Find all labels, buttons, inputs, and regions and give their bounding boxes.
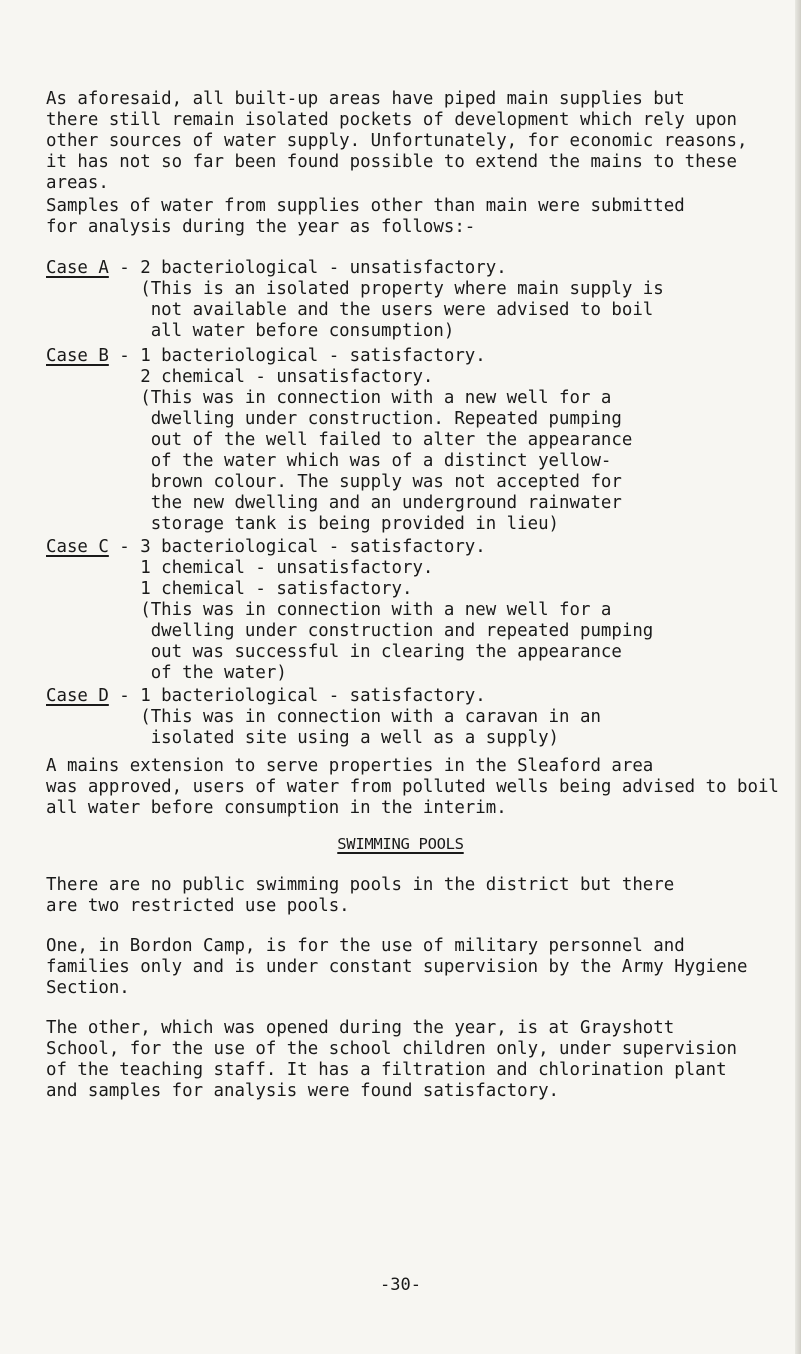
case-a-text: - 2 bacteriological - unsatisfactory. (This is an isolated property where main supply is not available and the users were advised to boil all water before consumption) xyxy=(119,258,664,341)
case-a xyxy=(46,258,786,342)
case-c-text: - 3 bacteriological - satisfactory. 1 chemical - unsatisfactory. 1 chemical - satisfactory. (This was in connection with a new well for a dwelling under construction and repeated pumping out was successful in clearing the appearance of the water) xyxy=(119,537,654,683)
page-edge-shadow xyxy=(795,0,801,1354)
case-d xyxy=(46,686,786,749)
paragraph-grayshott: The other, which was opened during the year, is at Grayshott School, for the use of the school children only, under supervision of the teaching staff. It has a filtration and chlorination plant and samples for analysis were found satisfactory. xyxy=(46,1018,738,1101)
paragraph-intro: As aforesaid, all built-up areas have piped main supplies but there still remain isolated pockets of development which rely upon other sources of water supply. Unfortunately, for economic reasons, it has not so far been found possible to extend the mains to these areas. xyxy=(46,89,748,193)
case-d-label: Case D xyxy=(46,686,109,706)
case-b xyxy=(46,346,786,535)
case-b-label: Case B xyxy=(46,346,109,366)
case-c xyxy=(46,537,786,684)
section-heading-swimming-pools: SWIMMING POOLS xyxy=(337,835,464,853)
case-c-label: Case C xyxy=(46,537,109,557)
case-b-text: - 1 bacteriological - satisfactory. 2 chemical - unsatisfactory. (This was in connection with a new well for a dwelling under construction. Repeated pumping out of the well failed to alter the appearance of the water which was of a distinct yellow- brown colour. The supply was not accepted for the new dwelling and an underground rainwater storage tank is being provided in lieu) xyxy=(119,346,633,534)
paragraph-bordon: One, in Bordon Camp, is for the use of military personnel and families only and is under constant supervision by the Army Hygiene Section. xyxy=(46,936,748,998)
page-number: -30- xyxy=(380,1275,421,1295)
paragraph-samples-intro: Samples of water from supplies other than main were submitted for analysis during the year as follows:- xyxy=(46,196,685,237)
case-a-label: Case A xyxy=(46,258,109,278)
paragraph-pools-intro: There are no public swimming pools in the district but there are two restricted use pools. xyxy=(46,875,675,916)
paragraph-mains-extension: A mains extension to serve properties in the Sleaford area was approved, users of water from polluted wells being advised to boil all water before consumption in the interim. xyxy=(46,756,779,818)
case-d-text: - 1 bacteriological - satisfactory. (This was in connection with a caravan in an isolated site using a well as a supply) xyxy=(119,686,601,748)
